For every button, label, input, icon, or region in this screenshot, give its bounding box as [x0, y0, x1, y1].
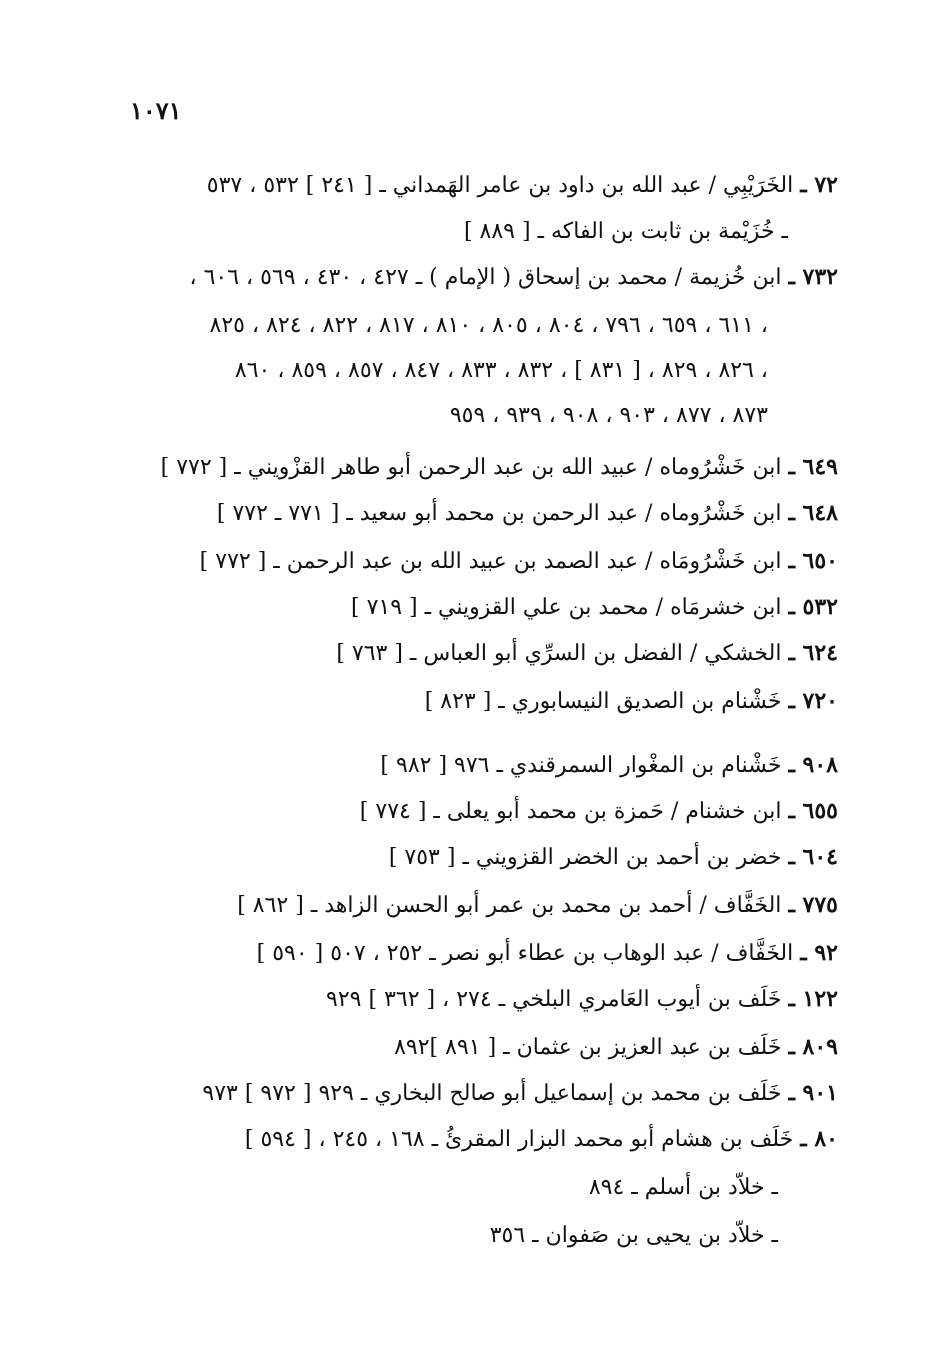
- entry-number: ٧٧٥ ـ: [788, 892, 838, 918]
- index-entry: [257, 938, 838, 969]
- index-entry: [200, 546, 838, 577]
- entry-text: ابن خَشْرُومَاه / عبد الصمد بن عبيد الله بن عبد الرحمن ـ [ ٧٧٢ ]: [199, 549, 782, 574]
- index-entry: [351, 592, 838, 623]
- index-entry: [389, 842, 838, 873]
- entry-number: ٦٥٥ ـ: [788, 798, 838, 824]
- entry-number: ٦٥٠ ـ: [788, 548, 838, 574]
- index-entry: [394, 1032, 838, 1063]
- index-entry: [490, 1220, 778, 1251]
- entry-text: الخَفَّاف / أحمد بن محمد بن عمر أبو الحسن الزاهد ـ [ ٨٦٢ ]: [237, 893, 782, 918]
- index-entry: [589, 1172, 778, 1203]
- entry-number: ٧٢ ـ: [800, 172, 838, 198]
- entry-text: ٨٢٦ ، ٨٢٩ ، [ ٨٣١ ] ، ٨٣٢ ، ٨٣٣ ، ٨٤٧ ، ٨٥٧ ، ٨٥٩ ، ٨٦٠ ،: [234, 358, 768, 383]
- entry-number: ٩٢ ـ: [800, 940, 838, 966]
- entry-text: خَلَف بن عبد العزيز بن عثمان ـ [ ٨٩١ ]٨٩٢: [394, 1035, 782, 1060]
- entry-text: ٨٧٣ ، ٨٧٧ ، ٩٠٣ ، ٩٠٨ ، ٩٣٩ ، ٩٥٩: [449, 403, 768, 428]
- entry-text: خَلَف بن أيوب العَامري البلخي ـ ٢٧٤ ، [ ٣٦٢ ] ٩٢٩: [326, 987, 782, 1012]
- page-number: ١٠٧١: [130, 96, 182, 125]
- entry-text: الخَرَيْبِي / عبد الله بن داود بن عامر الهَمداني ـ [ ٢٤١ ] ٥٣٢ ، ٥٣٧: [206, 173, 794, 198]
- index-entry: [202, 1078, 838, 1109]
- entry-number: ٧٢٠ ـ: [788, 688, 838, 714]
- index-entry: [217, 498, 838, 529]
- index-entry: [190, 262, 838, 293]
- entry-number: ٩٠٨ ـ: [788, 752, 838, 778]
- entry-text: الخشكي / الفضل بن السرِّي أبو العباس ـ [ ٧٦٣ ]: [336, 641, 782, 666]
- entry-text: ابن خشنام / حَمزة بن محمد أبو يعلى ـ [ ٧٧٤ ]: [359, 799, 782, 824]
- entry-number: ٧٣٢ ـ: [788, 264, 838, 290]
- entry-text: خَشْنام بن المغْوار السمرقندي ـ ٩٧٦ [ ٩٨٢ ]: [380, 753, 782, 778]
- index-entry: [245, 1124, 838, 1155]
- index-entry: [425, 686, 838, 717]
- index-entry: [380, 750, 838, 781]
- index-entry: [207, 170, 838, 201]
- entry-number: ١٢٢ ـ: [788, 986, 838, 1012]
- entry-number: ٨٠٩ ـ: [788, 1034, 838, 1060]
- entry-text: ابن خُزيمة / محمد بن إسحاق ( الإمام ) ـ ٤٢٧ ، ٤٣٠ ، ٥٦٩ ، ٦٠٦ ،: [189, 265, 782, 290]
- entry-text: الخَفَّاف / عبد الوهاب بن عطاء أبو نصر ـ ٢٥٢ ، ٥٠٧ [ ٥٩٠ ]: [256, 941, 794, 966]
- entry-number: ٦٤٩ ـ: [788, 454, 838, 480]
- entry-number: ٦٠٤ ـ: [788, 844, 838, 870]
- entry-text: ـ خلاّد بن أسلم ـ ٨٩٤: [588, 1175, 778, 1200]
- entry-text: ٦١١ ، ٦٥٩ ، ٧٩٦ ، ٨٠٤ ، ٨٠٥ ، ٨١٠ ، ٨١٧ ، ٨٢٢ ، ٨٢٤ ، ٨٢٥ ،: [209, 313, 768, 338]
- index-entry: [464, 216, 788, 247]
- entry-text: ابن خشرمَاه / محمد بن علي القزويني ـ [ ٧١٩ ]: [350, 595, 782, 620]
- entry-text: ـ خلاّد بن يحيى بن صَفوان ـ ٣٥٦: [489, 1223, 778, 1248]
- entry-number: ٩٠١ ـ: [788, 1080, 838, 1106]
- entry-text: ـ خُزَيْمة بن ثابت بن الفاكه ـ [ ٨٨٩ ]: [463, 219, 788, 244]
- entry-number: ٥٣٢ ـ: [788, 594, 838, 620]
- entry-text: خَشْنام بن الصديق النيسابوري ـ [ ٨٢٣ ]: [424, 689, 782, 714]
- index-entry: [360, 796, 838, 827]
- entry-number: ٦٤٨ ـ: [788, 500, 838, 526]
- entry-text: ابن خَشْرُوماه / عبيد الله بن عبد الرحمن أبو طاهر القزْويني ـ [ ٧٧٢ ]: [160, 455, 782, 480]
- entry-text: خَلَف بن محمد بن إسماعيل أبو صالح البخاري ـ ٩٢٩ [ ٩٧٢ ] ٩٧٣: [202, 1081, 782, 1106]
- entry-text: خَلَف بن هشام أبو محمد البزار المقرئُ ـ ١٦٨ ، ٢٤٥ ، [ ٥٩٤ ]: [244, 1127, 794, 1152]
- index-entry: [161, 452, 838, 483]
- index-entry: [326, 984, 838, 1015]
- index-entry: [210, 310, 768, 341]
- entry-number: ٨٠ ـ: [800, 1126, 838, 1152]
- index-entry: [450, 400, 768, 431]
- entry-text: ابن خَشْرُوماه / عبد الرحمن بن محمد أبو سعيد ـ [ ٧٧١ ـ ٧٧٢ ]: [216, 501, 782, 526]
- entry-number: ٦٢٤ ـ: [788, 640, 838, 666]
- entry-text: خضر بن أحمد بن الخضر القزويني ـ [ ٧٥٣ ]: [388, 845, 782, 870]
- index-entry: [235, 355, 768, 386]
- index-entry: [336, 638, 838, 669]
- index-entry: [237, 890, 838, 921]
